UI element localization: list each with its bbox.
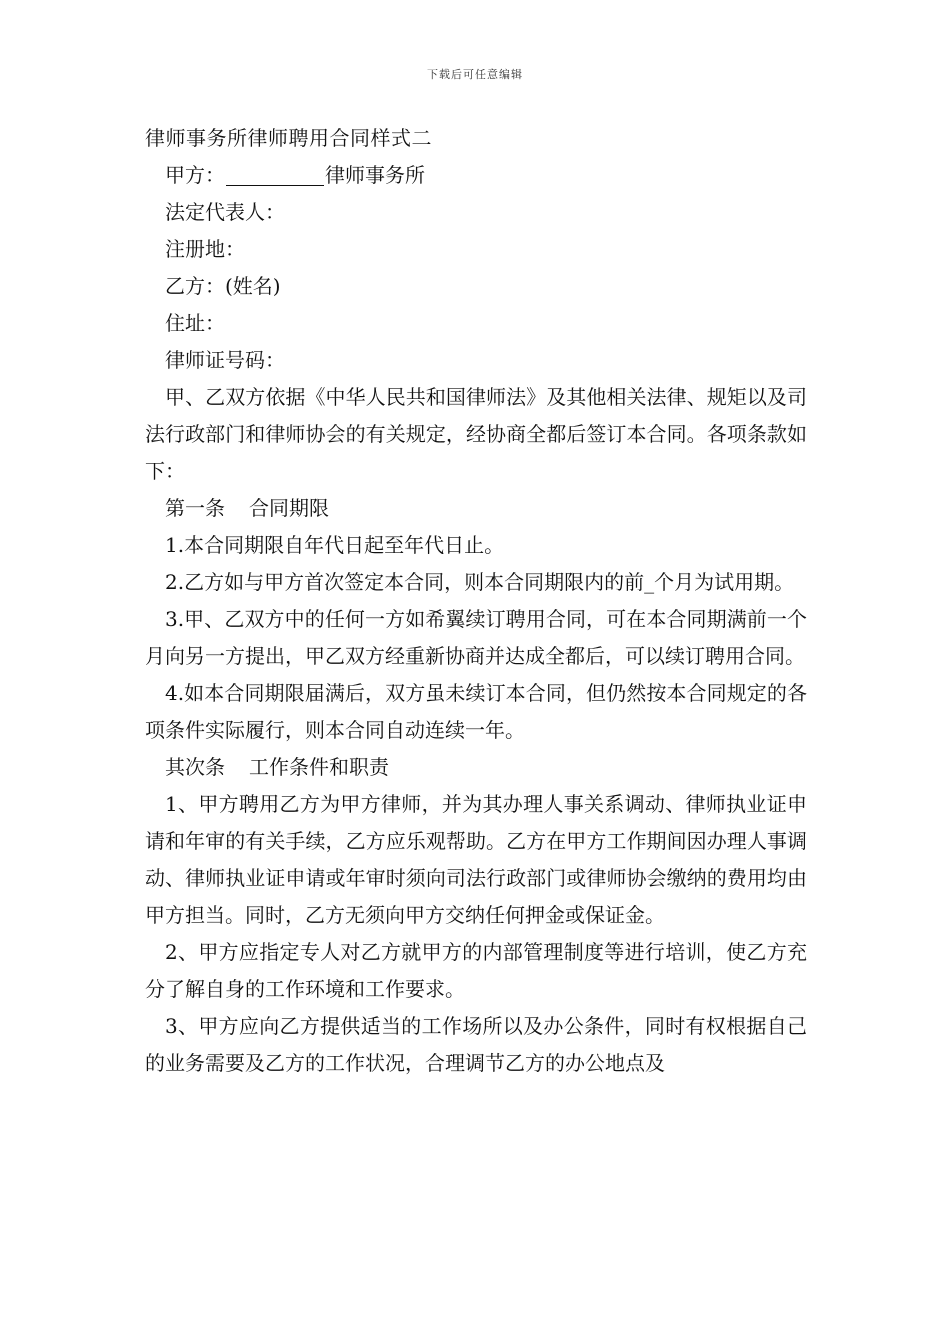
- article2-clause-2: 2、甲方应指定专人对乙方就甲方的内部管理制度等进行培训，使乙方充分了解自身的工作环境和工作要求。: [145, 940, 807, 1001]
- article1-number: 第一条: [165, 496, 225, 520]
- residence-line: 住址：: [165, 311, 225, 335]
- article1-heading: [145, 490, 807, 527]
- party-a-firm-suffix: 律师事务所: [325, 163, 425, 187]
- article1-clause-2: 2.乙方如与甲方首次签定本合同，则本合同期限内的前_个月为试用期。: [165, 570, 795, 594]
- document-title: 律师事务所律师聘用合同样式二: [145, 126, 432, 150]
- party-b-line: 乙方：(姓名): [165, 274, 281, 298]
- article1-clause-1: 1.本合同期限自年代日起至年代日止。: [165, 533, 505, 557]
- article2-clause-3: 3、甲方应向乙方提供适当的工作场所以及办公条件，同时有权根据自己的业务需要及乙方的工作状况，合理调节乙方的办公地点及: [145, 1014, 807, 1075]
- article1-clause-3: 3.甲、乙双方中的任何一方如希翼续订聘用合同，可在本合同期满前一个月向另一方提出，甲乙双方经重新协商并达成全都后，可以续订聘用合同。: [145, 607, 807, 668]
- registered-address-line: 注册地：: [165, 237, 245, 261]
- contract-document: [145, 120, 807, 1082]
- article2-heading: [145, 749, 807, 786]
- legal-representative-line: 法定代表人：: [165, 200, 285, 224]
- party-a-line: [145, 157, 807, 194]
- header-note: 下载后可任意编辑: [427, 68, 523, 81]
- article1-clause-4: 4.如本合同期限届满后，双方虽未续订本合同，但仍然按本合同规定的各项条件实际履行，则本合同自动连续一年。: [145, 681, 807, 742]
- party-a-label: 甲方：: [165, 163, 225, 187]
- article1-title: 合同期限: [249, 496, 329, 520]
- preamble-paragraph: 甲、乙双方依据《中华人民共和国律师法》及其他相关法律、规矩以及司法行政部门和律师协会的有关规定，经协商全都后签订本合同。各项条款如下：: [145, 385, 807, 483]
- article2-title: 工作条件和职责: [249, 755, 389, 779]
- article2-clause-1: 1、甲方聘用乙方为甲方律师，并为其办理人事关系调动、律师执业证申请和年审的有关手续，乙方应乐观帮助。乙方在甲方工作期间因办理人事调动、律师执业证申请或年审时须向司法行政部门或律师协会缴纳的费用均由甲方担当。同时，乙方无须向甲方交纳任何押金或保证金。: [145, 792, 807, 927]
- article2-number: 其次条: [165, 755, 225, 779]
- license-number-line: 律师证号码：: [165, 348, 285, 372]
- party-a-blank-field: [226, 165, 324, 186]
